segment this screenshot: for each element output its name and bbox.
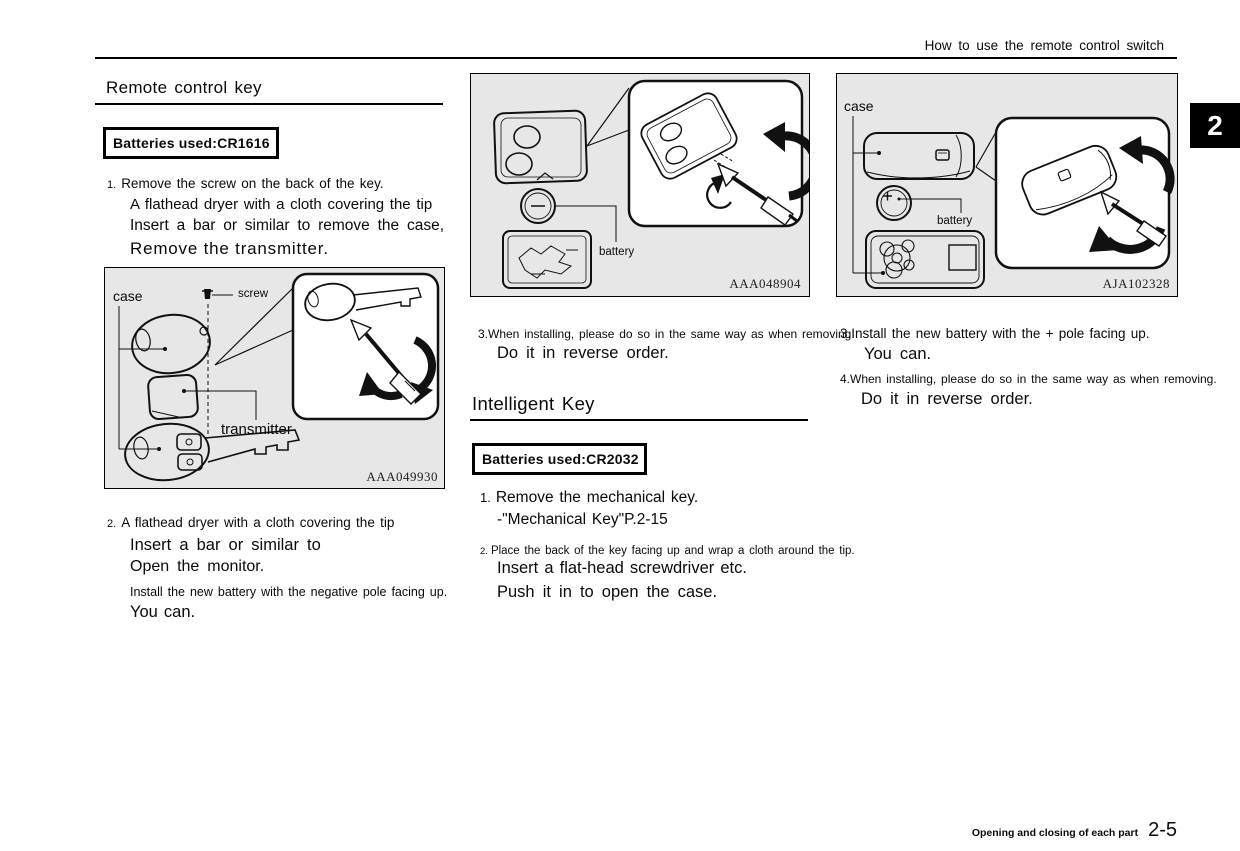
step-line: You can.	[130, 603, 196, 621]
section-heading-remote-control-key: Remote control key	[106, 78, 262, 97]
figure-label-battery: battery	[937, 215, 973, 227]
step-line: Install the new battery with the negative pole facing up.	[130, 585, 448, 599]
figure-remote-key-battery	[470, 73, 810, 297]
figure-label-case: case	[113, 288, 143, 304]
step-line	[480, 489, 698, 507]
step-text: Place the back of the key facing up and wrap a cloth around the tip.	[490, 545, 855, 557]
step-number: 2.	[480, 546, 488, 557]
step-number: 1.	[107, 179, 117, 191]
step-line: Insert a bar or similar to	[130, 536, 321, 554]
step-line: Open the monitor.	[130, 558, 265, 575]
step-text: Remove the mechanical key.	[495, 489, 699, 506]
step-line: 3.When installing, please do so in the same way as when removing.	[478, 327, 855, 341]
step-line: A flathead dryer with a cloth covering the tip	[130, 196, 433, 213]
figure-label-transmitter: transmitter	[221, 421, 292, 438]
screw-icon	[202, 289, 213, 299]
coin-battery	[521, 189, 555, 223]
step-line: Insert a flat-head screwdriver etc.	[497, 559, 747, 577]
figure-label-case: case	[844, 98, 874, 114]
figure-code: AAA048904	[729, 276, 801, 291]
heading-underline	[95, 103, 443, 105]
step-line	[107, 175, 384, 193]
key-case-bottom	[866, 231, 984, 288]
battery-spec-box-cr1616	[103, 127, 279, 159]
step-line	[480, 541, 855, 559]
step-line: -"Mechanical Key"P.2-15	[497, 511, 668, 528]
step-line: Push it in to open the case.	[497, 583, 718, 601]
figure-label-battery: battery	[599, 246, 635, 258]
battery-spec-box-cr2032	[472, 443, 647, 475]
step-line: Do it in reverse order.	[861, 390, 1033, 408]
footer-section-label: Opening and closing of each part	[971, 827, 1139, 839]
figure-code: AAA049930	[366, 469, 438, 484]
step-text: Remove the screw on the back of the key.	[121, 176, 384, 191]
battery-spec-label: Batteries used:CR1616	[113, 135, 270, 151]
coin-battery	[877, 186, 911, 220]
step-line: 3.Install the new battery with the + pole facing up.	[840, 326, 1150, 341]
key-case-top	[864, 133, 974, 179]
page-footer	[972, 819, 1177, 842]
figure-label-screw: screw	[238, 288, 269, 300]
circuit-board	[503, 231, 591, 288]
step-number: 1.	[480, 490, 491, 505]
step-line: Do it in reverse order.	[497, 344, 669, 362]
header-rule	[95, 57, 1177, 59]
figure-intelligent-key-battery	[836, 73, 1178, 297]
step-line	[107, 514, 394, 532]
page-number: 2-5	[1148, 819, 1177, 841]
step-line: You can.	[864, 345, 932, 363]
step-line: Remove the transmitter.	[130, 239, 329, 258]
key-back-cover	[494, 110, 587, 183]
heading-underline	[470, 419, 808, 421]
battery-spec-label: Batteries used:CR2032	[482, 451, 639, 467]
step-line: 4.When installing, please do so in the same way as when removing.	[840, 372, 1217, 386]
section-heading-intelligent-key: Intelligent Key	[472, 393, 595, 414]
intelligent-key-battery-illustration	[837, 74, 1177, 296]
transmitter-part	[148, 374, 199, 419]
step-line: Insert a bar or similar to remove the case,	[130, 217, 445, 234]
key-case-top	[129, 310, 213, 377]
step-number: 2.	[107, 518, 117, 530]
running-header: How to use the remote control switch	[924, 38, 1164, 53]
remote-key-exploded-illustration	[105, 268, 444, 488]
figure-remote-key-exploded	[104, 267, 445, 489]
chapter-tab: 2	[1190, 103, 1240, 148]
step-text: A flathead dryer with a cloth covering the tip	[121, 515, 395, 530]
figure-code: AJA102328	[1102, 276, 1170, 291]
remote-key-battery-illustration	[471, 74, 809, 296]
